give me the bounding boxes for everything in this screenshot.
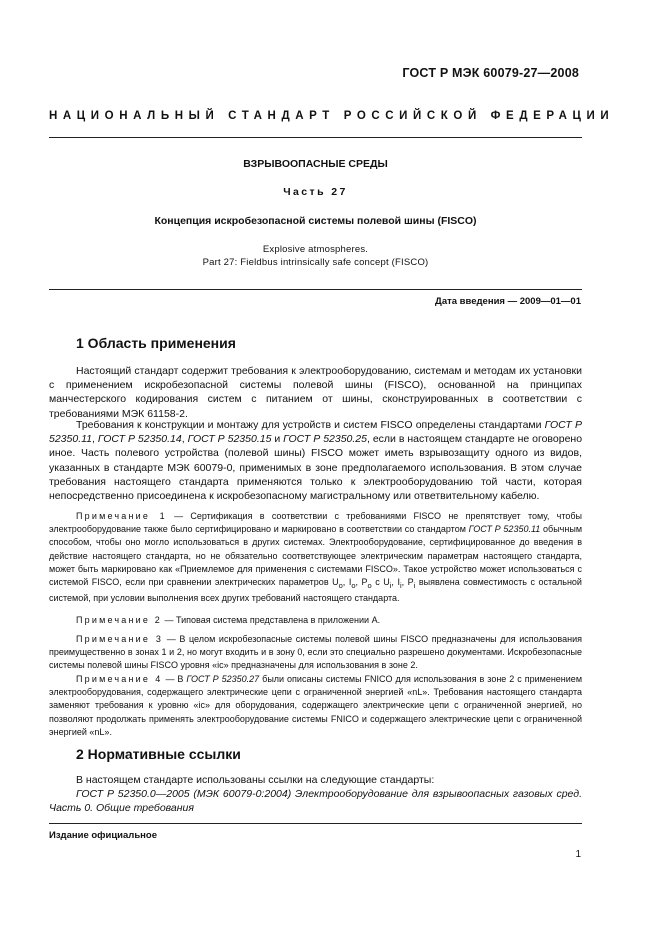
scope-paragraph-1: Настоящий стандарт содержит требования к электрооборудованию, системам и методам их установки с применением искробезопасной системы полевой шины (FISCO), основанной на принципах манчестерского кодирования систем с питанием от шины, сконструированных в соответствии с требованиями МЭК 61158-2. bbox=[49, 365, 582, 420]
ref-gost-52350-14: ГОСТ Р 52350.14 bbox=[97, 433, 182, 446]
reference-gost-52350-0: ГОСТ Р 52350.0—2005 (МЭК 60079-0:2004) Электрооборудование для взрывоопасных газовых сред. Часть 0. Общие требования bbox=[49, 788, 582, 815]
note-4-label: Примечание 4 bbox=[76, 674, 163, 684]
note-2-label: Примечание 2 bbox=[76, 615, 162, 625]
section-1-heading: 1 Область применения bbox=[76, 335, 236, 351]
note-4: Примечание 4 — В ГОСТ Р 52350.27 были описаны системы FNICO для использования в зоне 2 с применением электрооборудования, содержащего электрические цепи с ограниченной энергией «nL». Требования настоящего стандарта заменяют требования к уровню «ic» для оборудования, содержащего электрические цепи с ограниченной энергией, но позволяют продолжать применять электрооборудование системы FNICO и содержащего электрические цепи с ограниченной энергией «nL». bbox=[49, 674, 583, 737]
note-3-label: Примечание 3 bbox=[76, 634, 164, 644]
note-1: Примечание 1 — Сертификация в соответствии с требованиями FISCO не препятствует тому, чтобы электрооборудование также было сертифицировано и маркировано в соответствии со стандартом ГОСТ Р 52350.11 обычным способом, чтобы оно могло использоваться в других системах. Электрооборудование, сертифицированное до введения в действие настоящего стандарта, но не обязательно соответствующее электрическим параметрам настоящего стандарта, может быть маркировано как «Приемлемое для применения с системами FISCO». Такое устройство может использоваться с системой FISCO, если при сравнении электрических параметров $U_o$, $I_o$, $P_o$ с $U_i$, $I_i$, $P_i$ выявлена совместимость с остальной системой, при условии выполнения всех других требований настоящего стандарта. bbox=[49, 511, 583, 604]
ref-gost-52350-15: ГОСТ Р 52350.15 bbox=[187, 433, 272, 446]
introduction-date: Дата введения — 2009—01—01 bbox=[435, 296, 581, 307]
scope-paragraph-2: Требования к конструкции и монтажу для устройств и систем FISCO определены стандартами ГОСТ Р 52350.11, ГОСТ Р 52350.14, ГОСТ Р 52350.15 и ГОСТ Р 52350.25, если в настоящем стандарте не оговорено иное. Часть полевого устройства (полевой шины) FISCO может иметь взрывозащиту одного из видов, указанных в стандарте МЭК 60079-0, применимых в зоне предполагаемого использования. В этом случае требования настоящего стандарта применяются только к электрооборудованию той части, которая непосредственно присоединена к искробезопасному магистральному или ответвительному кабелю. bbox=[49, 419, 583, 503]
header-divider bbox=[49, 137, 582, 138]
section-2-heading: 2 Нормативные ссылки bbox=[76, 746, 241, 762]
footer-divider bbox=[49, 823, 582, 824]
references-intro: В настоящем стандарте использованы ссылки на следующие стандарты: bbox=[76, 774, 435, 786]
note-3: Примечание 3 — В целом искробезопасные системы полевой шины FISCO предназначены для использования преимущественно в зонах 1 и 2, но могут входить и в зону 0, если это специально разрешено документами. Искробезопасные системы полевой шины FISCO уровня «ic» предназначены для использования в зоне 2. bbox=[49, 634, 582, 671]
ref-gost-52350-11: ГОСТ Р 52350.11 bbox=[49, 419, 582, 446]
part-number: Часть 27 bbox=[283, 186, 348, 198]
english-title-line2: Part 27: Fieldbus intrinsically safe concept (FISCO) bbox=[202, 257, 429, 268]
english-title-line1: Explosive atmospheres. bbox=[262, 244, 369, 255]
note-2: Примечание 2 — Типовая система представлена в приложении А. bbox=[76, 615, 381, 625]
note-4-ref-gost: ГОСТ Р 52350.27 bbox=[186, 674, 260, 684]
page-number: 1 bbox=[575, 849, 581, 860]
note-1-label: Примечание 1 bbox=[76, 511, 167, 521]
standard-title: ВЗРЫВООПАСНЫЕ СРЕДЫ bbox=[243, 158, 388, 170]
national-standard-banner: НАЦИОНАЛЬНЫЙ СТАНДАРТ РОССИЙСКОЙ ФЕДЕРАЦИИ bbox=[49, 110, 615, 122]
standard-subtitle: Концепция искробезопасной системы полевой шины (FISCO) bbox=[154, 215, 477, 227]
official-edition-label: Издание официальное bbox=[49, 830, 157, 841]
note-1-ref-gost: ГОСТ Р 52350.11 bbox=[468, 524, 541, 535]
title-divider bbox=[49, 289, 582, 290]
ref-gost-52350-25: ГОСТ Р 52350.25 bbox=[283, 433, 367, 446]
document-code: ГОСТ Р МЭК 60079-27—2008 bbox=[402, 66, 579, 80]
